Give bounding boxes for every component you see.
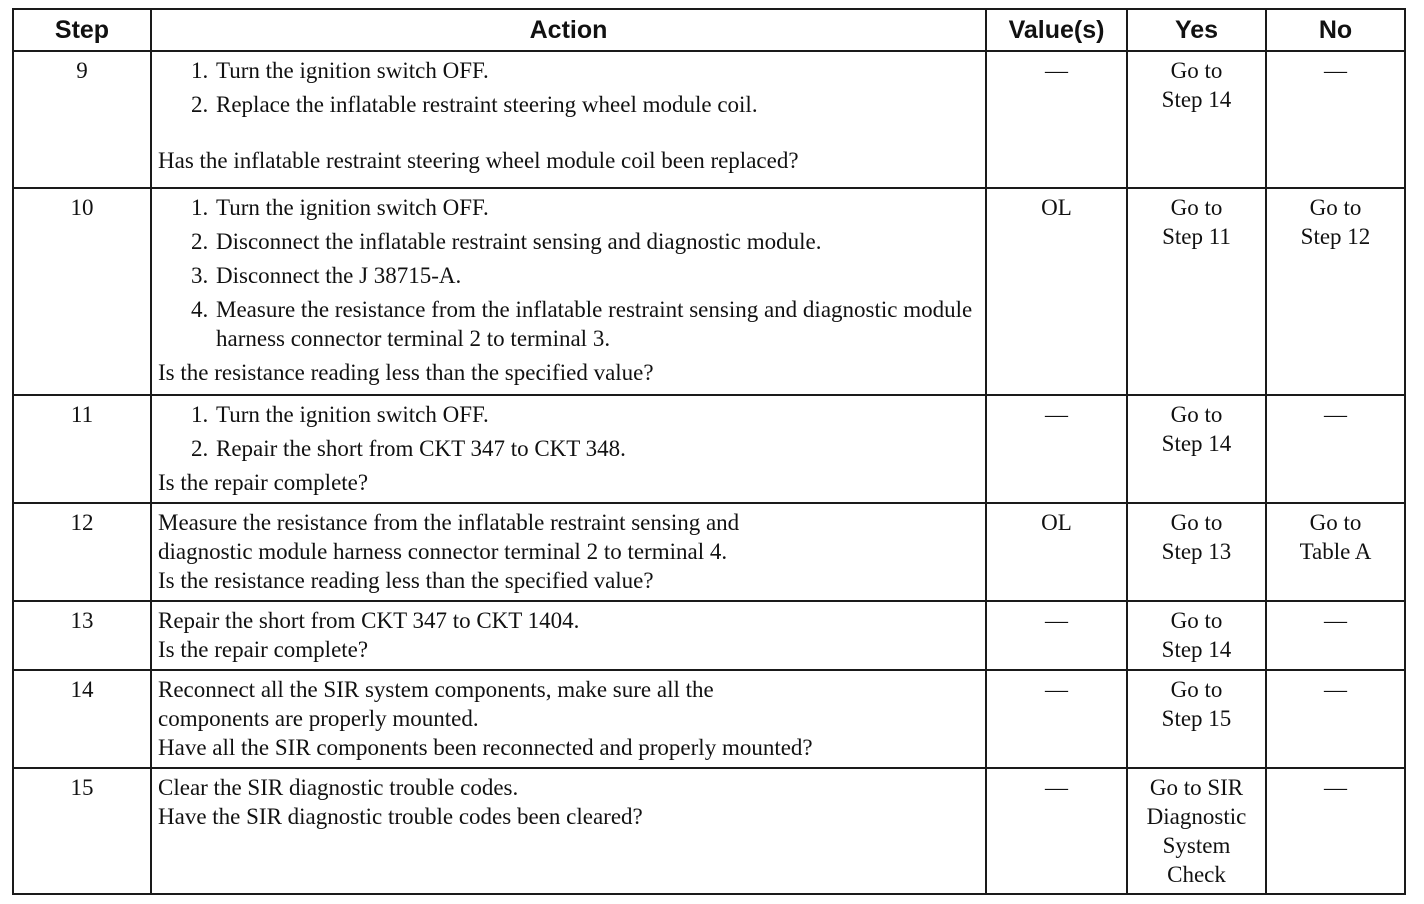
action-question: Have the SIR diagnostic trouble codes been cleared? — [158, 804, 643, 829]
yes-cell — [1127, 188, 1266, 395]
table-row — [13, 601, 1405, 670]
value-cell: — — [986, 51, 1127, 188]
yes-line: Go to — [1170, 608, 1223, 633]
yes-line: Diagnostic — [1146, 804, 1247, 829]
action-question: Is the resistance reading less than the specified value? — [158, 568, 654, 593]
no-line: — — [1324, 677, 1347, 702]
table-row — [13, 188, 1405, 395]
step-number: 12 — [13, 503, 151, 601]
yes-cell — [1127, 395, 1266, 503]
yes-line: Go to — [1170, 195, 1223, 220]
value-cell: OL — [986, 503, 1127, 601]
no-line: Table A — [1299, 539, 1372, 564]
yes-line: Go to — [1170, 58, 1223, 83]
action-step: 4. Measure the resistance from the inflatable restraint sensing and diagnostic module harness connector terminal 2 to terminal 3. — [214, 295, 979, 353]
no-line: — — [1324, 402, 1347, 427]
action-step: 2. Replace the inflatable restraint steering wheel module coil. — [214, 90, 979, 119]
action-step: 3. Disconnect the J 38715-A. — [214, 261, 979, 290]
no-line: Step 12 — [1300, 224, 1371, 249]
no-cell — [1266, 670, 1405, 768]
yes-line: Step 14 — [1161, 87, 1232, 112]
action-text: Reconnect all the SIR system components, make sure all the — [158, 677, 714, 702]
no-cell — [1266, 768, 1405, 894]
step-number: 14 — [13, 670, 151, 768]
value-cell: — — [986, 601, 1127, 670]
no-cell — [1266, 395, 1405, 503]
no-cell — [1266, 503, 1405, 601]
yes-line: Step 14 — [1161, 637, 1232, 662]
action-question: Have all the SIR components been reconnected and properly mounted? — [158, 735, 813, 760]
yes-line: Step 13 — [1161, 539, 1232, 564]
action-steps-list — [158, 193, 979, 353]
yes-line: Step 11 — [1162, 224, 1231, 249]
table-row — [13, 395, 1405, 503]
header-yes: Yes — [1127, 9, 1266, 51]
action-text: Measure the resistance from the inflatable restraint sensing and — [158, 510, 740, 535]
header-values: Value(s) — [986, 9, 1127, 51]
action-text: Clear the SIR diagnostic trouble codes. — [158, 775, 519, 800]
action-question: Has the inflatable restraint steering wheel module coil been replaced? — [158, 148, 799, 173]
no-line: Go to — [1309, 195, 1362, 220]
action-question: Is the resistance reading less than the specified value? — [158, 360, 654, 385]
diagnostic-table — [12, 8, 1406, 895]
action-steps-list — [158, 400, 979, 463]
no-line: Go to — [1309, 510, 1362, 535]
yes-line: Go to SIR — [1149, 775, 1244, 800]
action-step: 2. Disconnect the inflatable restraint sensing and diagnostic module. — [214, 227, 979, 256]
no-line: — — [1324, 775, 1347, 800]
yes-line: Go to — [1170, 677, 1223, 702]
yes-cell — [1127, 601, 1266, 670]
action-step: 1. Turn the ignition switch OFF. — [214, 193, 979, 222]
step-number: 15 — [13, 768, 151, 894]
value-cell: — — [986, 670, 1127, 768]
header-row — [13, 9, 1405, 51]
table-row — [13, 51, 1405, 188]
header-no: No — [1266, 9, 1405, 51]
action-text: diagnostic module harness connector terminal 2 to terminal 4. — [158, 539, 728, 564]
value-cell: — — [986, 768, 1127, 894]
yes-line: Check — [1167, 862, 1226, 887]
yes-cell — [1127, 670, 1266, 768]
action-step: 1. Turn the ignition switch OFF. — [214, 56, 979, 85]
action-cell — [151, 768, 986, 894]
action-cell — [151, 51, 986, 188]
action-text: components are properly mounted. — [158, 706, 479, 731]
action-cell — [151, 188, 986, 395]
table-row — [13, 503, 1405, 601]
table-row — [13, 670, 1405, 768]
value-cell: OL — [986, 188, 1127, 395]
step-number: 10 — [13, 188, 151, 395]
yes-cell — [1127, 768, 1266, 894]
action-cell — [151, 601, 986, 670]
action-step: 2. Repair the short from CKT 347 to CKT 348. — [214, 434, 979, 463]
no-cell — [1266, 601, 1405, 670]
yes-cell — [1127, 503, 1266, 601]
yes-line: System — [1162, 833, 1231, 858]
header-step: Step — [13, 9, 151, 51]
yes-cell — [1127, 51, 1266, 188]
action-step: 1. Turn the ignition switch OFF. — [214, 400, 979, 429]
action-question: Is the repair complete? — [158, 470, 369, 495]
no-cell — [1266, 51, 1405, 188]
action-cell — [151, 503, 986, 601]
no-line: — — [1324, 608, 1347, 633]
no-line: — — [1324, 58, 1347, 83]
action-text: Repair the short from CKT 347 to CKT 1404. — [158, 608, 580, 633]
table-row — [13, 768, 1405, 894]
header-action: Action — [151, 9, 986, 51]
action-cell — [151, 395, 986, 503]
yes-line: Step 15 — [1161, 706, 1232, 731]
action-steps-list — [158, 56, 979, 119]
value-cell: — — [986, 395, 1127, 503]
yes-line: Go to — [1170, 510, 1223, 535]
yes-line: Go to — [1170, 402, 1223, 427]
yes-line: Step 14 — [1161, 431, 1232, 456]
no-cell — [1266, 188, 1405, 395]
step-number: 13 — [13, 601, 151, 670]
action-cell — [151, 670, 986, 768]
step-number: 11 — [13, 395, 151, 503]
step-number: 9 — [13, 51, 151, 188]
action-question: Is the repair complete? — [158, 637, 369, 662]
